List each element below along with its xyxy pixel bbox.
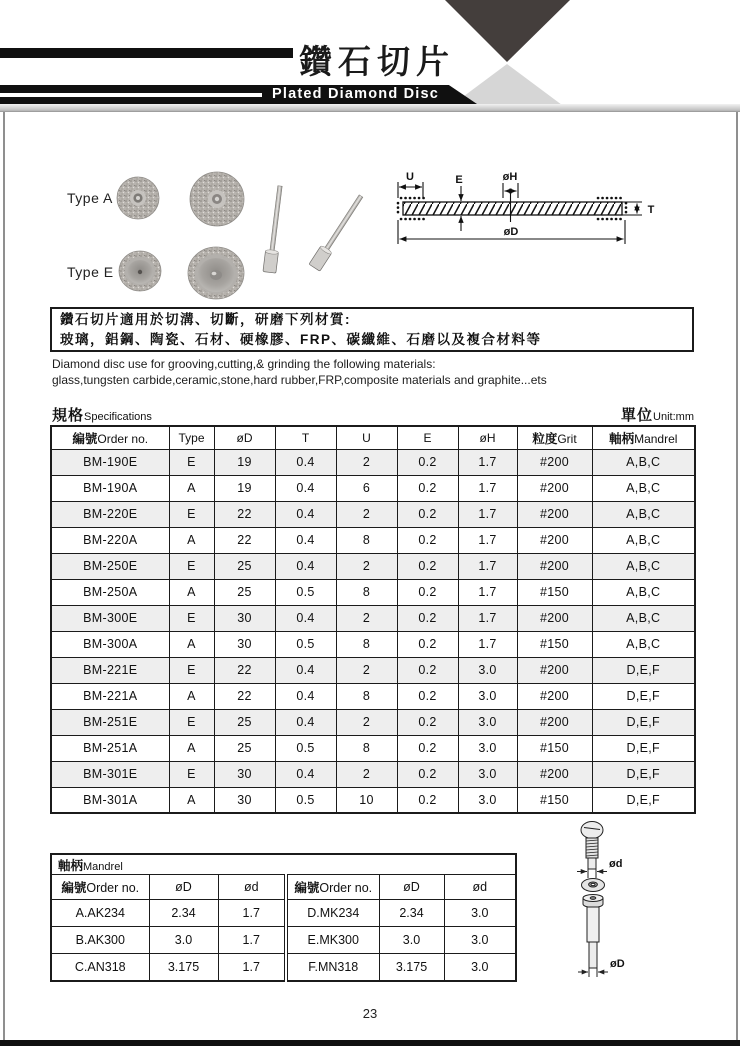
mandrel-table [50,853,517,982]
table-cell: 3.0 [458,787,517,813]
table-cell: 0.2 [397,761,458,787]
table-cell: A,B,C [592,605,695,631]
column-header: øD [149,875,218,900]
title-rule [0,48,293,58]
table-cell: #200 [517,449,592,475]
table-cell: E [169,449,214,475]
table-cell: BM-220E [51,501,169,527]
table-cell: 1.7 [458,501,517,527]
table-cell: 1.7 [458,631,517,657]
table-cell: 0.2 [397,475,458,501]
column-header: 編號Order no. [51,426,169,449]
header-divider [0,104,740,112]
page-subtitle: Plated Diamond Disc [272,86,440,102]
table-cell: #200 [517,683,592,709]
dark-triangle-decoration [445,0,570,62]
table-row [51,787,695,813]
description-zh-line1: 鑽石切片適用於切溝、切斷，研磨下列材質: [60,312,351,327]
table-cell: 0.2 [397,527,458,553]
table-cell: B.AK300 [51,927,149,954]
column-header: 粒度Grit [517,426,592,449]
table-cell: E [169,553,214,579]
table-cell: 3.175 [149,954,218,981]
table-cell: 1.7 [458,527,517,553]
table-cell: A,B,C [592,631,695,657]
table-cell: A,B,C [592,527,695,553]
table-cell: #200 [517,657,592,683]
table-cell: A,B,C [592,579,695,605]
table-cell: 25 [214,553,275,579]
spec-header-row [51,426,695,449]
table-cell: #200 [517,501,592,527]
table-cell: 0.4 [275,553,336,579]
mandrel-header-row [51,875,516,900]
table-cell: 3.0 [444,927,516,954]
table-cell: 8 [336,579,397,605]
description-box [50,307,694,352]
table-cell: BM-251A [51,735,169,761]
table-cell: BM-250A [51,579,169,605]
table-cell: #150 [517,735,592,761]
table-cell: D,E,F [592,709,695,735]
page-border-left [3,112,5,1041]
disc-type-e-small [119,251,161,291]
table-cell: 0.2 [397,709,458,735]
table-cell: 22 [214,527,275,553]
table-cell: 19 [214,449,275,475]
table-cell: E.MK300 [286,927,379,954]
table-cell: C.AN318 [51,954,149,981]
table-cell: D,E,F [592,787,695,813]
table-row [51,927,516,954]
column-header: ød [218,875,286,900]
table-row [51,527,695,553]
table-cell: #200 [517,553,592,579]
table-cell: BM-190E [51,449,169,475]
table-cell: 0.4 [275,657,336,683]
table-cell: A [169,787,214,813]
table-cell: D,E,F [592,683,695,709]
spec-title-zh: 規格 [52,407,85,424]
disc-type-e-large [188,247,244,299]
table-cell: A [169,475,214,501]
table-cell: 3.175 [379,954,444,981]
table-cell: A [169,735,214,761]
table-cell: 3.0 [458,683,517,709]
table-cell: #200 [517,475,592,501]
spec-title-en: Specifications [84,411,152,423]
table-cell: A,B,C [592,475,695,501]
table-cell: #150 [517,579,592,605]
table-cell: 0.5 [275,787,336,813]
table-row [51,449,695,475]
disc-type-a-large [190,172,244,226]
table-cell: 1.7 [218,927,286,954]
table-cell: #150 [517,787,592,813]
table-cell: 0.2 [397,735,458,761]
dim-label-e: E [455,174,463,186]
table-cell: 0.4 [275,501,336,527]
dim-label-t: T [647,204,655,216]
column-header: Type [169,426,214,449]
column-header: øD [214,426,275,449]
table-cell: 1.7 [458,553,517,579]
description-en-line1: Diamond disc use for grooving,cutting,& grinding the following materials: [52,357,436,371]
table-row [51,683,695,709]
table-cell: BM-300A [51,631,169,657]
table-cell: 3.0 [458,761,517,787]
table-cell: 0.4 [275,449,336,475]
table-cell: F.MN318 [286,954,379,981]
dim-label-u: U [406,171,414,183]
table-cell: 3.0 [458,735,517,761]
table-cell: 1.7 [218,900,286,927]
table-cell: 30 [214,631,275,657]
table-cell: 19 [214,475,275,501]
table-cell: E [169,501,214,527]
table-cell: 0.5 [275,735,336,761]
table-cell: 1.7 [458,449,517,475]
mandrel-table-title [51,854,516,875]
table-cell: 22 [214,501,275,527]
column-header: T [275,426,336,449]
dim-label-od: øD [503,226,519,238]
table-cell: 0.2 [397,631,458,657]
table-cell: 2.34 [149,900,218,927]
table-cell: 25 [214,709,275,735]
table-cell: 6 [336,475,397,501]
table-cell: BM-221A [51,683,169,709]
table-cell: 0.4 [275,761,336,787]
table-cell: 0.2 [397,605,458,631]
description-en-line2: glass,tungsten carbide,ceramic,stone,hard rubber,FRP,composite materials and graphite...ets [52,372,547,387]
table-cell: E [169,761,214,787]
column-header: 軸柄Mandrel [592,426,695,449]
mandrel-diagram [553,815,673,990]
column-header: øH [458,426,517,449]
table-cell: D.MK234 [286,900,379,927]
table-cell: 22 [214,683,275,709]
table-cell: BM-220A [51,527,169,553]
table-cell: A,B,C [592,553,695,579]
table-cell: 1.7 [458,579,517,605]
table-cell: 0.2 [397,449,458,475]
table-cell: 0.4 [275,605,336,631]
unit-label-en: Unit:mm [653,411,694,423]
table-cell: 3.0 [458,657,517,683]
mandrel-dim-label-od-large: øD [610,958,625,970]
table-cell: D,E,F [592,657,695,683]
table-cell: 0.4 [275,709,336,735]
table-cell: 8 [336,527,397,553]
table-cell: D,E,F [592,735,695,761]
disc-cross-section-diagram [390,165,670,250]
page-footer-bar [0,1040,740,1046]
mandrel-rod-photo-2 [309,192,366,271]
table-cell: 2.34 [379,900,444,927]
column-header: 編號Order no. [51,875,149,900]
table-cell: 0.2 [397,579,458,605]
table-cell: #200 [517,527,592,553]
table-cell: BM-301A [51,787,169,813]
table-cell: BM-250E [51,553,169,579]
table-cell: BM-190A [51,475,169,501]
table-cell: A [169,527,214,553]
table-cell: 30 [214,787,275,813]
page-border-right [736,112,738,1041]
table-cell: E [169,605,214,631]
table-cell: BM-221E [51,657,169,683]
unit-label [621,404,694,425]
table-cell: 25 [214,735,275,761]
table-cell: 2 [336,501,397,527]
table-row [51,761,695,787]
table-cell: 1.7 [458,605,517,631]
table-cell: 0.4 [275,527,336,553]
table-cell: 30 [214,761,275,787]
table-row [51,579,695,605]
spec-table [50,425,696,814]
mandrel-title-en: Mandrel [83,860,123,873]
table-cell: E [169,657,214,683]
table-cell: #200 [517,761,592,787]
table-cell: 0.5 [275,579,336,605]
description-zh-line2: 玻璃，鋁鋼、陶瓷、石材、硬橡膠、FRP、碳纖維、石磨以及複合材料等 [60,332,542,347]
table-row [51,900,516,927]
table-cell: 0.4 [275,683,336,709]
table-cell: 22 [214,657,275,683]
unit-label-zh: 單位 [621,407,654,424]
table-cell: 2 [336,449,397,475]
table-cell: 0.2 [397,683,458,709]
mandrel-rod-photo-1 [263,185,287,273]
column-header: ød [444,875,516,900]
table-cell: 0.2 [397,553,458,579]
spec-section-title [52,404,152,425]
table-cell: 10 [336,787,397,813]
table-row [51,709,695,735]
type-a-label: Type A [67,190,113,206]
table-row [51,735,695,761]
table-row [51,657,695,683]
table-cell: BM-251E [51,709,169,735]
table-cell: 0.5 [275,631,336,657]
column-header: U [336,426,397,449]
table-cell: 2 [336,657,397,683]
table-row [51,954,516,981]
table-cell: D,E,F [592,761,695,787]
page-title: 鑽石切片 [299,43,455,80]
table-cell: 3.0 [149,927,218,954]
table-cell: 0.4 [275,475,336,501]
table-cell: 0.2 [397,787,458,813]
table-cell: 30 [214,605,275,631]
table-row [51,553,695,579]
table-cell: A,B,C [592,501,695,527]
table-cell: 3.0 [444,954,516,981]
table-cell: #200 [517,605,592,631]
table-cell: 2 [336,605,397,631]
subtitle-bar-stripe [0,93,262,97]
table-cell: 8 [336,683,397,709]
type-e-label: Type E [67,264,114,280]
table-cell: 2 [336,553,397,579]
page-number: 23 [362,1006,378,1021]
dim-label-oh: øH [502,171,518,183]
column-header: E [397,426,458,449]
column-header: 編號Order no. [286,875,379,900]
table-cell: 8 [336,735,397,761]
table-cell: #150 [517,631,592,657]
table-row [51,631,695,657]
table-cell: #200 [517,709,592,735]
table-cell: 1.7 [458,475,517,501]
table-cell: 0.2 [397,657,458,683]
table-cell: A [169,631,214,657]
table-row [51,605,695,631]
table-cell: A.AK234 [51,900,149,927]
table-cell: A,B,C [592,449,695,475]
mandrel-title-zh: 軸柄 [58,858,84,873]
table-cell: 8 [336,631,397,657]
table-cell: A [169,683,214,709]
column-header: øD [379,875,444,900]
mandrel-dim-label-od-small: ød [609,858,623,870]
table-cell: BM-301E [51,761,169,787]
table-row [51,501,695,527]
table-cell: 3.0 [458,709,517,735]
table-cell: 3.0 [444,900,516,927]
table-cell: 3.0 [379,927,444,954]
table-cell: 0.2 [397,501,458,527]
table-cell: 25 [214,579,275,605]
table-cell: BM-300E [51,605,169,631]
table-cell: E [169,709,214,735]
table-cell: A [169,579,214,605]
table-cell: 2 [336,709,397,735]
mandrel-table-title-row [51,854,516,875]
table-row [51,475,695,501]
table-cell: 1.7 [218,954,286,981]
disc-type-a-small [117,177,159,219]
table-cell: 2 [336,761,397,787]
